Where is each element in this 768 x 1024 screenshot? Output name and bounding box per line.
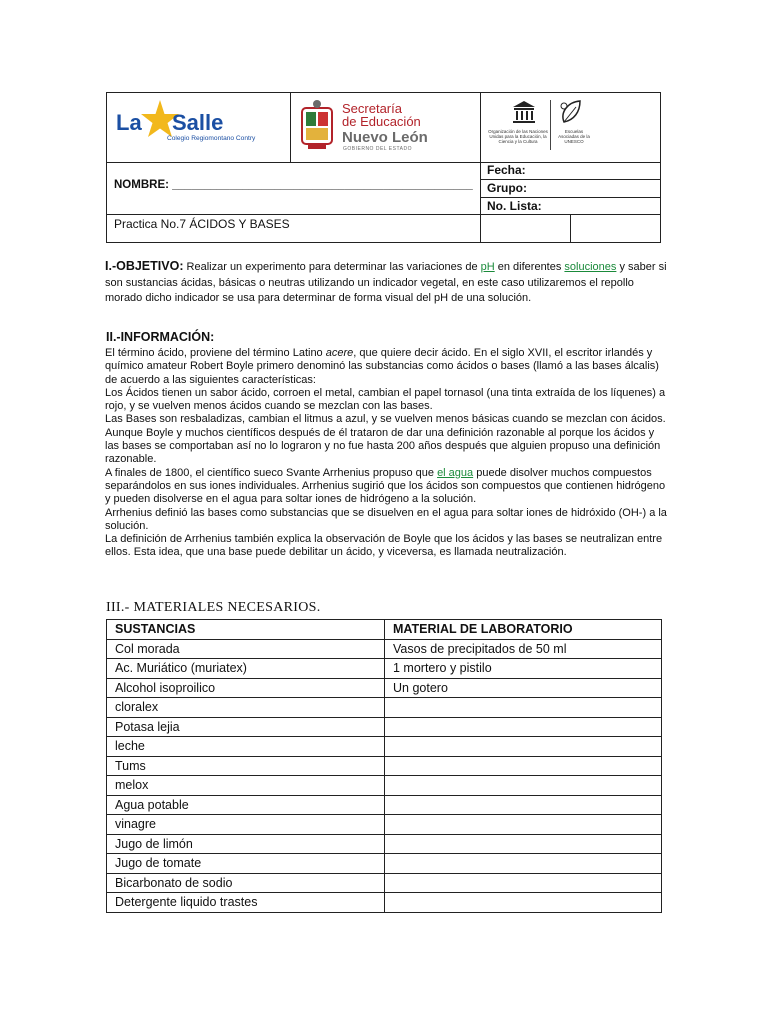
material-cell (385, 834, 662, 854)
table-row (107, 698, 662, 718)
informacion-heading: II.-INFORMACIÓN: (106, 330, 215, 344)
material-cell (385, 756, 662, 776)
fecha-field[interactable]: Fecha: (487, 163, 526, 177)
table-row (107, 795, 662, 815)
practica-title: Practica No.7 ÁCIDOS Y BASES (114, 217, 290, 231)
material-cell (385, 737, 662, 757)
material-cell (385, 795, 662, 815)
objetivo-section (105, 259, 667, 307)
acere-word: acere (325, 347, 354, 359)
info-p5b: puede disolver muchos compuestos separándolos en sus iones individuales. Arrhenius sugirió que los ácidos son compuestos que contienen hidrógeno y pueden disolverse en el agua para soltar iones de hidrógeno a la solución. (105, 466, 666, 506)
associated-schools-leaf-icon (558, 98, 584, 126)
sustancia-cell: Tums (107, 756, 385, 776)
material-cell: Un gotero (385, 678, 662, 698)
lasalle-subtitle: Colegio Regiomontano Contry (167, 135, 256, 142)
unesco-org-text: Organización de las Naciones Unidas para la Educación, la Ciencia y la Cultura (488, 129, 548, 144)
table-row (107, 854, 662, 874)
unesco-divider (550, 100, 551, 150)
table-row (107, 717, 662, 737)
sustancia-cell: Potasa lejia (107, 717, 385, 737)
unesco-logo (486, 96, 656, 158)
material-cell: 1 mortero y pistilo (385, 659, 662, 679)
lasalle-brand-text-2: Salle (172, 110, 224, 135)
secretaria-line2: de Educación (342, 114, 421, 129)
table-row (107, 659, 662, 679)
material-cell (385, 873, 662, 893)
info-paragraph-6: Arrhenius definió las bases como substancias que se disuelven en el agua para soltar iones de hidróxido (OH-) a la solución. (105, 506, 667, 532)
col-sustancias-header: SUSTANCIAS (107, 620, 385, 640)
unesco-schools-text: Escuelas Asociadas de la UNESCO (558, 129, 590, 144)
table-row (107, 834, 662, 854)
el-agua-link[interactable]: el agua (437, 466, 474, 479)
table-row (107, 776, 662, 796)
material-cell (385, 698, 662, 718)
material-cell: Vasos de precipitados de 50 ml (385, 639, 662, 659)
lasalle-logo-graphic (116, 96, 276, 156)
sustancia-cell: Bicarbonato de sodio (107, 873, 385, 893)
material-cell (385, 854, 662, 874)
sustancia-cell: Alcohol isoproilico (107, 678, 385, 698)
material-cell (385, 893, 662, 913)
grupo-field[interactable]: Grupo: (487, 181, 527, 195)
materiales-heading: III.- MATERIALES NECESARIOS. (106, 600, 321, 615)
sustancia-cell: melox (107, 776, 385, 796)
info-p1a: El término ácido, proviene del término Latino (105, 347, 326, 359)
sustancia-cell: Ac. Muriático (muriatex) (107, 659, 385, 679)
sustancia-cell: leche (107, 737, 385, 757)
sustancia-cell: Detergente liquido trastes (107, 893, 385, 913)
table-row (107, 756, 662, 776)
info-paragraph-2: Los Ácidos tienen un sabor ácido, corroen el metal, cambian el papel tornasol (una tinta extraída de los líquenes) a rojo, y se vuelven menos ácidos cuando se mezclan con las bases. (105, 386, 666, 413)
nuevo-leon-shield-icon (298, 98, 336, 154)
secretaria-line3: Nuevo León (342, 129, 428, 146)
secretaria-line1: Secretaría (342, 101, 402, 116)
lasalle-brand-text: La (116, 110, 142, 135)
info-paragraph-3: Las Bases son resbaladizas, cambian el litmus a azul, y se vuelven menos básicas cuando se mezclan con ácidos. (105, 413, 666, 426)
table-row (107, 893, 662, 913)
material-cell (385, 717, 662, 737)
secretaria-logo (298, 96, 474, 158)
sustancia-cell: cloralex (107, 698, 385, 718)
objetivo-text-c: y saber si son sustancias ácidas, básicas o neutras utilizando un indicador vegetal, en este caso utilizaremos el repollo morado dicho indicador se usa para determinar de forma visual del pH de una solución. (105, 261, 667, 304)
sustancia-cell: Jugo de limón (107, 834, 385, 854)
table-row (107, 873, 662, 893)
table-row (107, 678, 662, 698)
objetivo-heading: I.-OBJETIVO: (105, 259, 184, 273)
sustancia-cell: Jugo de tomate (107, 854, 385, 874)
material-cell (385, 776, 662, 796)
info-p5a: A finales de 1800, el científico sueco Svante Arrhenius propuso que (105, 466, 438, 479)
objetivo-text-a: Realizar un experimento para determinar las variaciones de (183, 261, 481, 273)
lasalle-logo (116, 96, 276, 156)
sustancia-cell: vinagre (107, 815, 385, 835)
materiales-table (106, 619, 662, 913)
informacion-section (105, 347, 667, 560)
info-paragraph-5 (105, 467, 667, 507)
info-paragraph-1 (105, 347, 667, 387)
table-row (107, 815, 662, 835)
soluciones-link[interactable]: soluciones (564, 261, 617, 273)
objetivo-text-b: en diferentes (494, 261, 565, 273)
secretaria-line4: GOBIERNO DEL ESTADO (343, 146, 412, 152)
lista-field[interactable]: No. Lista: (487, 199, 542, 213)
info-paragraph-4: Aunque Boyle y muchos científicos después de él trataron de dar una definición razonable al porque los ácidos y las bases se comportaban así no lo lograron y no fue hasta 200 años después que alguien propuso una definición razonable. (105, 426, 661, 466)
info-p1b: , que quiere decir ácido. En el siglo XVII, el escritor irlandés y químico amateur Robert Boyle primero denominó las substancias como ácidos o bases (llamó a las bases álcalis) de acuerdo a las siguientes características: (105, 347, 659, 386)
material-cell (385, 815, 662, 835)
sustancia-cell: Agua potable (107, 795, 385, 815)
nombre-field[interactable]: NOMBRE: _______________________________________________ (114, 179, 473, 191)
table-header-row (107, 620, 662, 640)
unesco-temple-icon (512, 100, 536, 124)
sustancia-cell: Col morada (107, 639, 385, 659)
col-material-header: MATERIAL DE LABORATORIO (385, 620, 662, 640)
ph-link[interactable]: pH (480, 261, 495, 273)
info-paragraph-7: La definición de Arrhenius también explica la observación de Boyle que los ácidos y las bases se neutralizan entre ellos. Esta idea, que una base puede debilitar un ácido, y viceversa, es llamada neutralización. (105, 533, 663, 559)
table-row (107, 639, 662, 659)
table-row (107, 737, 662, 757)
objetivo-paragraph (105, 259, 667, 307)
